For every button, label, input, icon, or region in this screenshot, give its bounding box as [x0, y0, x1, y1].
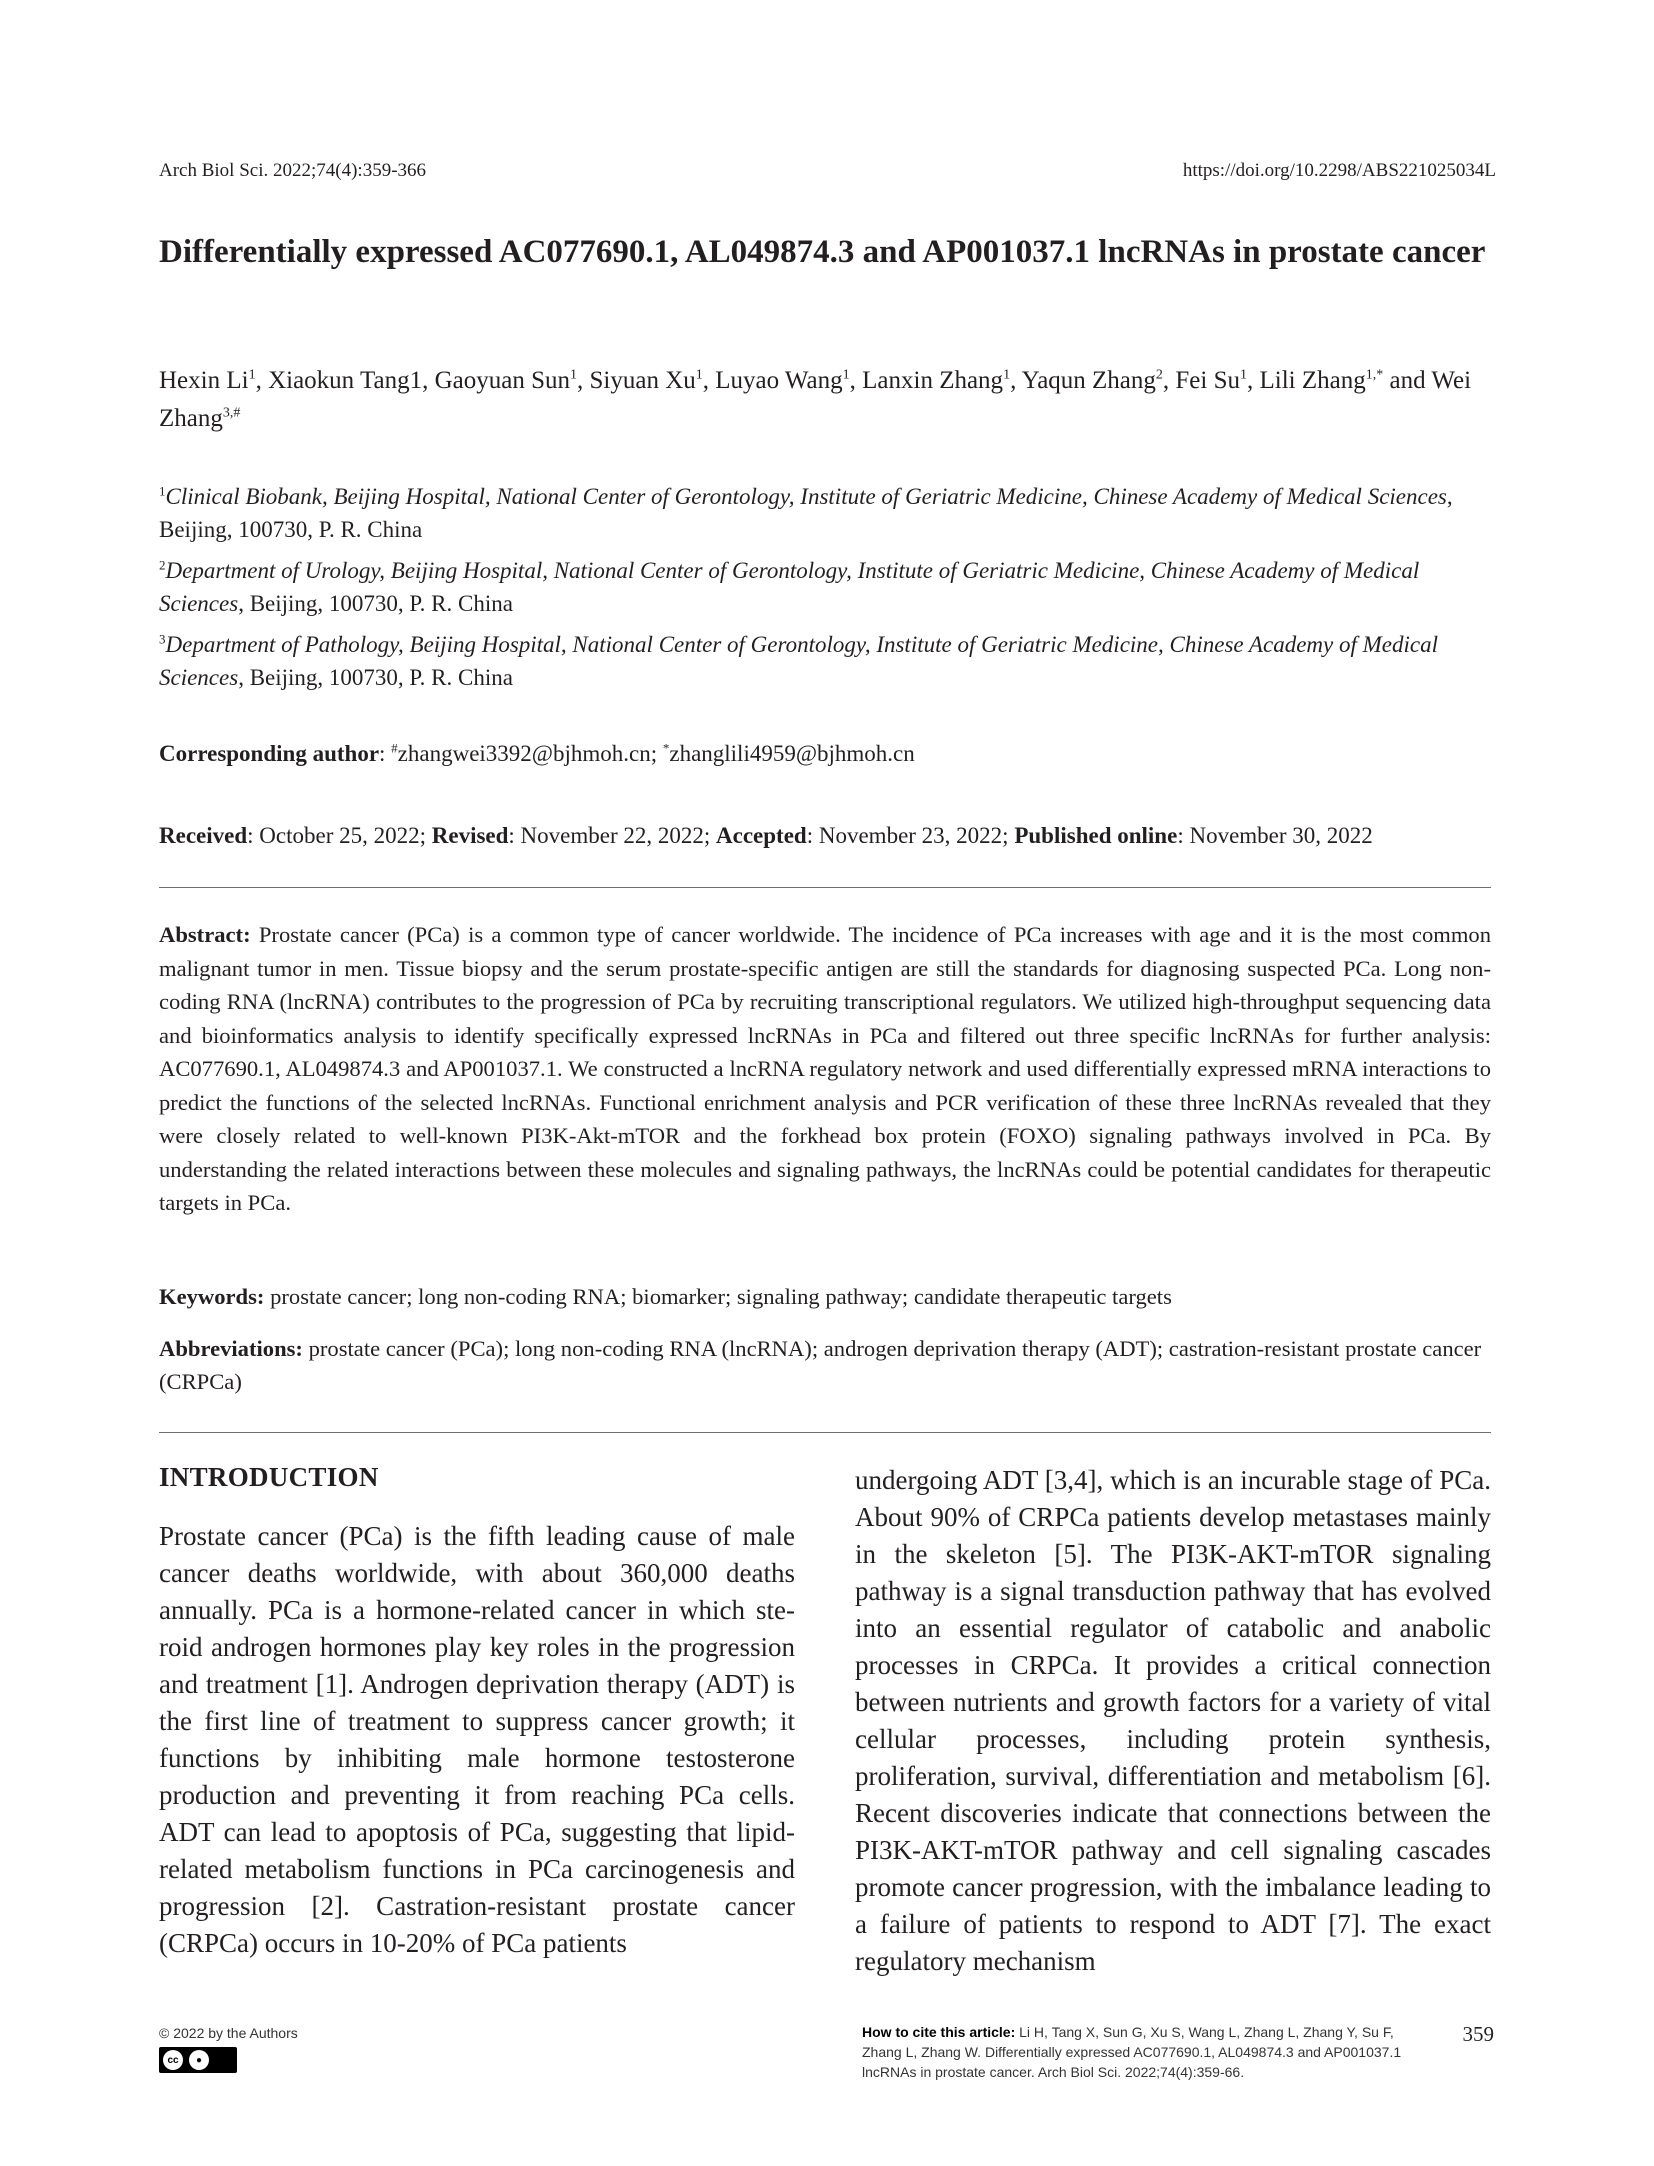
author-affiliation-mark: 3,#: [222, 405, 241, 421]
author-name: Lili Zhang: [1259, 367, 1366, 394]
author-affiliation-mark: 2: [1155, 367, 1163, 383]
abbreviations: [159, 1332, 1491, 1398]
author-name: Fei Su: [1175, 367, 1241, 394]
how-to-cite: [862, 2022, 1402, 2082]
keywords-text: prostate cancer; long non-coding RNA; biomarker; signaling pathway; candidate therapeutic targets: [264, 1284, 1172, 1309]
abbreviations-text: prostate cancer (PCa); long non-coding RNA (lncRNA); androgen deprivation therapy (ADT); castration-resistant prostate cancer (CRPCa): [159, 1336, 1482, 1394]
abstract-text: Prostate cancer (PCa) is a common type of cancer worldwide. The incidence of PCa increases with age and it is the most common malignant tumor in men. Tissue biopsy and the serum prostate-specific antigen are still the standards for diagnosing suspected PCa. Long non-coding RNA (lncRNA) contributes to the progression of PCa by recruiting transcriptional regulators. We utilized high-throughput sequencing data and bioinformatics analysis to identify specifically expressed lncRNAs in PCa and filtered out three specific lncRNAs for further analysis: AC077690.1, AL049874.3 and AP001037.1. We constructed a lncRNA regulatory network and used differentially expressed mRNA interactions to predict the functions of the selected lncRNAs. Functional enrichment analysis and PCR verification of these three lncRNAs revealed that they were closely related to well-known PI3K-Akt-mTOR and the forkhead box protein (FOXO) signaling pathways involved in PCa. By understanding the related interactions between these molecules and signaling pathways, the lncRNAs could be potential candidates for therapeutic targets in PCa.: [159, 922, 1491, 1215]
affiliation-location: , Beijing, 100730, P. R. China: [238, 665, 513, 690]
author-affiliation-mark: 1: [1240, 367, 1248, 383]
corresponding-author-label: Corresponding author: [159, 741, 380, 766]
author-separator: ,: [577, 367, 590, 394]
article-title: Differentially expressed AC077690.1, AL049874.3 and AP001037.1 lncRNAs in prostate cancer: [159, 234, 1486, 270]
copyright-notice: © 2022 by the Authors: [159, 2025, 298, 2041]
email-link-1[interactable]: zhangwei3392@bjhmoh.cn;: [397, 741, 663, 766]
author-separator: and: [1383, 367, 1432, 394]
author-name: Siyuan Xu: [589, 367, 696, 394]
author-list: [159, 362, 1499, 438]
divider-top: [159, 887, 1491, 888]
author-name: Lanxin Zhang: [862, 367, 1004, 394]
published-label: Published online: [1014, 823, 1178, 848]
accepted-date: : November 23, 2022;: [806, 823, 1015, 848]
body-text-right-column: undergoing ADT [3,4], which is an incurable stage of PCa. About 90% of CRPCa patients develop metastases mainly in the skeleton [5]. The PI3K-AKT-mTOR signaling pathway is a signal transduction pathway that has evolved into an essential regulator of catabolic and anabolic processes in CRPCa. It provides a critical connection between nutrients and growth factors for a variety of vital cellular processes, including protein synthesis, proliferation, survival, differentiation and metabolism [6]. Recent discoveries indicate that connections between the PI3K-AKT-mTOR pathway and cell signaling cascades promote cancer progression, with the imbalance leading to a failure of patients to respond to ADT [7]. The exact regulatory mechanism: [855, 1465, 1491, 1976]
published-date: : November 30, 2022: [1177, 823, 1373, 848]
section-heading-introduction: INTRODUCTION: [159, 1462, 379, 1492]
attribution-icon: ●: [189, 2050, 209, 2070]
divider-bottom: [159, 1432, 1491, 1433]
affiliation-institution: Clinical Biobank, Beijing Hospital, National Center of Gerontology, Institute of Geriatric Medicine, Chinese Academy of Medical Sciences: [165, 484, 1447, 509]
received-date: : October 25, 2022;: [247, 823, 432, 848]
affiliation-institution: Department of Pathology, Beijing Hospital, National Center of Gerontology, Institute of Geriatric Medicine, Chinese Academy of Medical Sciences: [159, 632, 1438, 690]
author-separator: ,: [702, 367, 716, 394]
author-separator: ,: [1247, 367, 1260, 394]
author-name: Hexin Li: [159, 367, 249, 394]
mark-hash: #: [391, 740, 398, 756]
affiliation-3: [159, 628, 1499, 694]
affiliation-2: [159, 554, 1499, 620]
affiliation-1: [159, 480, 1499, 546]
author-affiliation-mark: 1: [570, 367, 578, 383]
author-separator: ,: [255, 367, 269, 394]
author-name: Xiaokun Tang1: [268, 367, 423, 394]
author-separator: ,: [1162, 367, 1176, 394]
cc-by-license-badge[interactable]: [159, 2047, 237, 2073]
cite-label: How to cite this article:: [862, 2024, 1016, 2040]
affiliation-institution: Department of Urology, Beijing Hospital, National Center of Gerontology, Institute of Geriatric Medicine, Chinese Academy of Medical Sciences: [159, 558, 1420, 616]
running-header-journal: Arch Biol Sci. 2022;74(4):359-366: [159, 160, 427, 181]
received-label: Received: [159, 823, 248, 848]
affiliation-location: , Beijing, 100730, P. R. China: [238, 591, 513, 616]
affiliation-number: 2: [159, 557, 166, 573]
author-name: Wei Zhang: [159, 367, 1472, 432]
keywords-label: Keywords:: [159, 1284, 265, 1309]
revised-date: : November 22, 2022;: [508, 823, 717, 848]
keywords: [159, 1280, 1491, 1313]
mark-asterisk: *: [662, 740, 670, 756]
author-name: Gaoyuan Sun: [434, 367, 571, 394]
abstract: [159, 918, 1491, 1220]
email-link-2[interactable]: zhanglili4959@bjhmoh.cn: [669, 741, 915, 766]
running-header-doi[interactable]: https://doi.org/10.2298/ABS221025034L: [1182, 160, 1496, 181]
author-affiliation-mark: 1,*: [1365, 367, 1384, 383]
accepted-label: Accepted: [716, 823, 807, 848]
author-separator: ,: [422, 367, 435, 394]
affiliation-location: , Beijing, 100730, P. R. China: [159, 484, 1453, 542]
author-separator: ,: [849, 367, 863, 394]
cite-text: Li H, Tang X, Sun G, Xu S, Wang L, Zhang L, Zhang Y, Su F, Zhang L, Zhang W. Differentially expressed AC077690.1, AL049874.3 and AP001037.1 lncRNAs in prostate cancer. Arch Biol Sci. 2022;74(4):359-66.: [862, 2024, 1402, 2080]
author-separator: ,: [1010, 367, 1022, 394]
author-name: Luyao Wang: [715, 367, 843, 394]
abbreviations-label: Abbreviations:: [159, 1336, 303, 1361]
creative-commons-icon: cc: [163, 2050, 183, 2070]
page-number: 359: [1462, 2022, 1494, 2046]
author-affiliation-mark: 1: [248, 367, 256, 383]
author-name: Yaqun Zhang: [1021, 367, 1156, 394]
abstract-label: Abstract:: [159, 922, 251, 947]
affiliation-number: 1: [159, 483, 166, 499]
author-affiliation-mark: 1: [695, 367, 703, 383]
affiliation-number: 3: [159, 631, 166, 647]
revised-label: Revised: [431, 823, 509, 848]
corresponding-author: Corresponding author: #zhangwei3392@bjhmoh.cn; *zhanglili4959@bjhmoh.cn: [159, 740, 915, 766]
body-text-left-column: Prostate cancer (PCa) is the fifth leading cause of male cancer deaths worldwide, with about 360,000 deaths annually. PCa is a hormone-related cancer in which steroid androgen hormones play key roles in the progression and treatment [1]. Androgen deprivation therapy (ADT) is the first line of treatment to suppress cancer growth; it functions by inhibiting male hormone testosterone production and preventing it from reaching PCa cells. ADT can lead to apoptosis of PCa, suggesting that lipid-related metabolism functions in PCa carcinogenesis and progression [2]. Castration-resistant prostate cancer (CRPCa) occurs in 10-20% of PCa patients: [159, 1521, 795, 1958]
author-affiliation-mark: 1: [1003, 367, 1011, 383]
publication-dates: [159, 823, 1373, 849]
author-affiliation-mark: 1: [842, 367, 850, 383]
